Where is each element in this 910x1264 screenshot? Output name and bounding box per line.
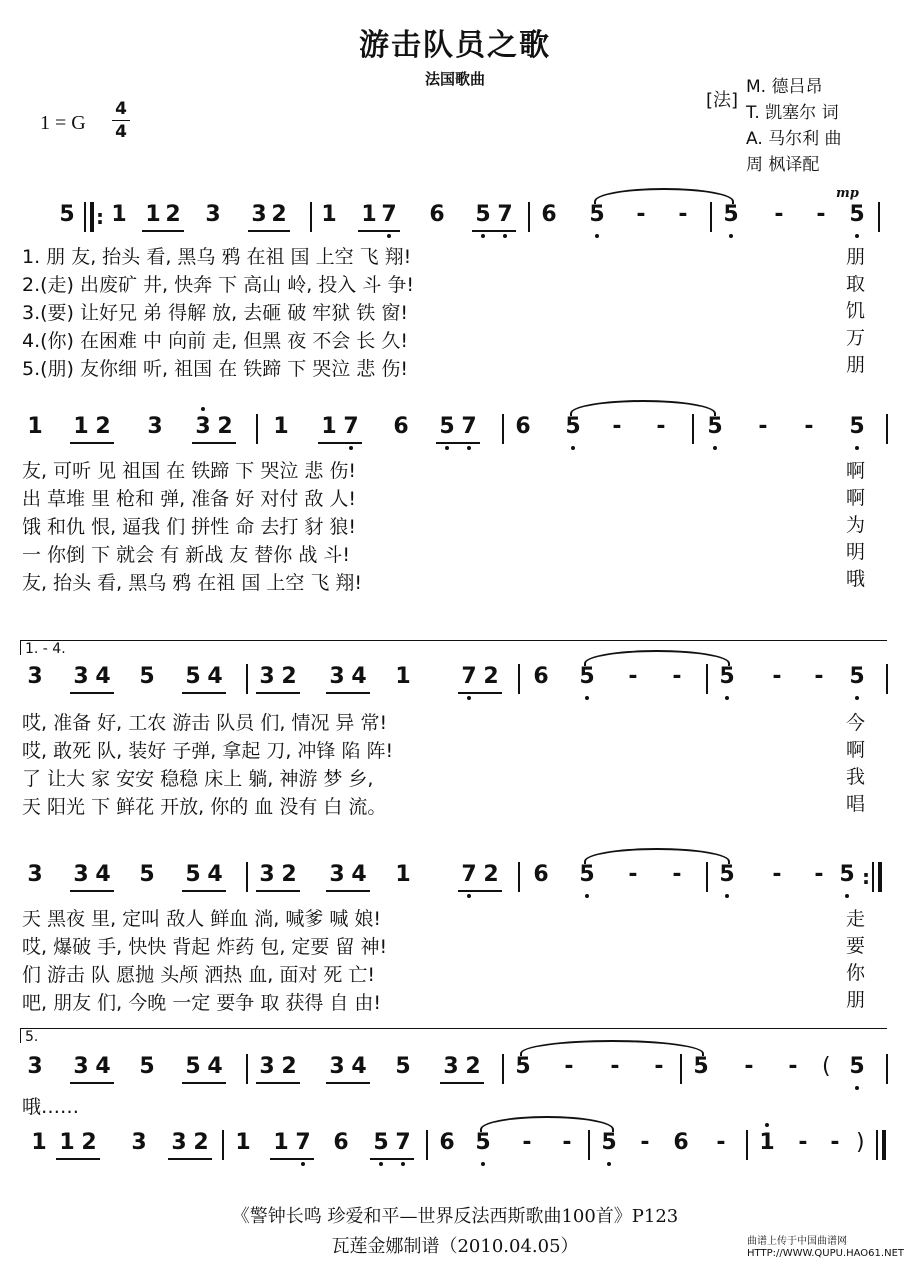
- note: 3: [205, 202, 221, 227]
- lyric-end-column-3: [846, 710, 865, 818]
- note: 5: [472, 1130, 494, 1156]
- underline: [56, 1158, 100, 1160]
- underline: [182, 692, 226, 694]
- note: 7: [494, 202, 516, 228]
- dynamic-marking: mp: [836, 186, 859, 201]
- underline: [70, 442, 114, 444]
- time-signature-bottom: 4: [115, 122, 127, 142]
- lyric-end: 万: [846, 327, 866, 349]
- note: 1: [395, 862, 411, 887]
- barline: [528, 202, 530, 232]
- lyric-line: 们 游击 队 愿抛 头颅 洒热 血, 面对 死 亡!: [22, 964, 376, 986]
- barline: [310, 202, 312, 232]
- underline: [270, 1158, 314, 1160]
- barline: [692, 414, 694, 444]
- note: 4: [351, 862, 367, 887]
- lyric-line: 哦……: [22, 1096, 80, 1118]
- barline: [886, 414, 888, 444]
- underline: [142, 230, 184, 232]
- note: 2: [217, 414, 233, 439]
- note: 5: [515, 1054, 531, 1079]
- note: 3: [192, 414, 214, 440]
- credits-block: [746, 74, 842, 178]
- barline: [746, 1130, 748, 1160]
- watermark-line: 曲谱上传于中国曲谱网: [747, 1236, 848, 1247]
- note: 5: [185, 1054, 201, 1079]
- note: 6: [515, 414, 531, 439]
- dash: -: [628, 664, 638, 689]
- underline: [70, 1082, 114, 1084]
- note: 6: [673, 1130, 689, 1155]
- note: 1: [273, 1130, 289, 1155]
- note: 5: [139, 862, 155, 887]
- barline: [886, 664, 888, 694]
- note: 2: [281, 1054, 297, 1079]
- dash: -: [816, 202, 826, 227]
- credit-line: T. 凯塞尔 词: [746, 103, 839, 123]
- barline: [246, 862, 248, 892]
- maker-note: 瓦莲金娜制谱（2010.04.05）: [331, 1236, 579, 1257]
- note: 5: [693, 1054, 709, 1079]
- lyric-end: 啊: [846, 487, 866, 509]
- lyric-line: 出 草堆 里 枪和 弹, 准备 好 对付 敌 人!: [22, 488, 357, 510]
- lyric-end: 要: [846, 935, 866, 957]
- note: 7: [392, 1130, 414, 1156]
- barline: [706, 664, 708, 694]
- note: 1: [395, 664, 411, 689]
- note: 2: [281, 862, 297, 887]
- note: 1: [111, 202, 127, 227]
- dash: -: [772, 664, 782, 689]
- lyric-end: 朋: [846, 989, 866, 1011]
- barline: [872, 862, 874, 892]
- note: 5: [472, 202, 494, 228]
- barline: [706, 862, 708, 892]
- lyric-end: 啊: [846, 739, 866, 761]
- score-row-5: [0, 1054, 910, 1094]
- barline: [426, 1130, 428, 1160]
- score-row-3: [0, 664, 910, 704]
- dash: -: [640, 1130, 650, 1155]
- lyric-line: 哎, 敢死 队, 装好 子弹, 拿起 刀, 冲锋 陷 阵!: [22, 740, 394, 762]
- underline: [70, 890, 114, 892]
- lyric-end: 今: [846, 712, 866, 734]
- note: 1: [321, 202, 337, 227]
- tie: [480, 1116, 614, 1132]
- note: 5: [576, 862, 598, 888]
- underline: [192, 442, 236, 444]
- dash: -: [656, 414, 666, 439]
- note: 3: [73, 1054, 89, 1079]
- barline: [256, 414, 258, 444]
- note: 3: [329, 862, 345, 887]
- lyric-end: 朋: [846, 246, 866, 268]
- lyric-end: 取: [846, 273, 866, 295]
- underline: [256, 890, 300, 892]
- credit-country: [法]: [706, 90, 739, 111]
- lyric-end: 饥: [846, 300, 866, 322]
- score-row-6: [0, 1130, 910, 1170]
- note: 3: [259, 1054, 275, 1079]
- open-paren: (: [822, 1054, 831, 1079]
- note: 2: [465, 1054, 481, 1079]
- lyric-end: 朋: [846, 354, 866, 376]
- dash: -: [772, 862, 782, 887]
- underline: [70, 692, 114, 694]
- volta-bracket-1-4: [20, 640, 887, 655]
- note: 5: [720, 202, 742, 228]
- barline: [680, 1054, 682, 1084]
- note: 1: [59, 1130, 75, 1155]
- note: 2: [271, 202, 287, 227]
- repeat-dots: :: [862, 865, 870, 889]
- final-barline: [882, 1130, 886, 1160]
- note: 5: [139, 1054, 155, 1079]
- note: 3: [251, 202, 267, 227]
- key-signature: 1 = G: [40, 112, 86, 134]
- note: 7: [378, 202, 400, 228]
- tie: [570, 400, 716, 416]
- note: 7: [340, 414, 362, 440]
- note: 4: [207, 862, 223, 887]
- note: 3: [259, 862, 275, 887]
- note: 5: [185, 664, 201, 689]
- underline: [472, 230, 516, 232]
- underline: [358, 230, 400, 232]
- lyric-end: 明: [846, 541, 866, 563]
- tie: [584, 848, 730, 864]
- note: 1: [361, 202, 377, 227]
- lyric-line: 天 黑夜 里, 定叫 敌人 鲜血 淌, 喊爹 喊 娘!: [22, 908, 382, 930]
- barline: [518, 664, 520, 694]
- dash: -: [636, 202, 646, 227]
- dash: -: [610, 1054, 620, 1079]
- lyric-line: 友, 可听 见 祖国 在 铁蹄 下 哭泣 悲 伤!: [22, 460, 357, 482]
- note: 5: [576, 664, 598, 690]
- note: 6: [393, 414, 409, 439]
- note: 2: [281, 664, 297, 689]
- note: 5: [846, 414, 868, 440]
- note: 7: [458, 664, 480, 690]
- underline: [436, 442, 480, 444]
- score-row-2: [0, 414, 910, 454]
- note: 4: [351, 664, 367, 689]
- note: 4: [207, 664, 223, 689]
- lyric-end-column-2: [846, 458, 865, 593]
- note: 3: [171, 1130, 187, 1155]
- dash: -: [672, 862, 682, 887]
- dash: -: [628, 862, 638, 887]
- note: 3: [73, 664, 89, 689]
- note: 3: [443, 1054, 459, 1079]
- note: 5: [846, 202, 868, 228]
- barline: [710, 202, 712, 232]
- dash: -: [678, 202, 688, 227]
- page-title: 游击队员之歌: [359, 28, 551, 63]
- note: 7: [458, 862, 480, 888]
- lyric-end: 哦: [846, 568, 866, 590]
- underline: [326, 890, 370, 892]
- lyric-line: 3.(要) 让好兄 弟 得解 放, 去砸 破 牢狱 铁 窗!: [22, 302, 408, 324]
- dash: -: [804, 414, 814, 439]
- volta-label: 1. - 4.: [25, 641, 66, 657]
- note: 6: [429, 202, 445, 227]
- note: 4: [351, 1054, 367, 1079]
- lyric-line: 一 你倒 下 就会 有 新战 友 替你 战 斗!: [22, 544, 350, 566]
- lyric-end: 你: [846, 962, 866, 984]
- subtitle: 法国歌曲: [424, 70, 485, 88]
- note: 1: [235, 1130, 251, 1155]
- note: 3: [27, 862, 43, 887]
- note: 4: [95, 1054, 111, 1079]
- note: 1: [145, 202, 161, 227]
- dash: -: [744, 1054, 754, 1079]
- volta-bracket-5: [20, 1028, 887, 1043]
- dash: -: [612, 414, 622, 439]
- lyric-end: 啊: [846, 460, 866, 482]
- note: 5: [598, 1130, 620, 1156]
- note: 7: [458, 414, 480, 440]
- underline: [458, 890, 502, 892]
- barline: [246, 1054, 248, 1084]
- note: 6: [533, 862, 549, 887]
- lyric-line: 哎, 爆破 手, 快快 背起 炸药 包, 定要 留 神!: [22, 936, 388, 958]
- note: 3: [329, 664, 345, 689]
- underline: [458, 692, 502, 694]
- lyric-end: 为: [846, 514, 866, 536]
- score-row-4: [0, 862, 910, 902]
- note: 5: [716, 862, 738, 888]
- lyric-end: 我: [846, 766, 866, 788]
- note: 6: [439, 1130, 455, 1155]
- barline: [502, 414, 504, 444]
- underline: [370, 1158, 414, 1160]
- note: 5: [562, 414, 584, 440]
- note: 5: [716, 664, 738, 690]
- note: 5: [704, 414, 726, 440]
- barline: [886, 1054, 888, 1084]
- underline: [168, 1158, 212, 1160]
- underline: [182, 1082, 226, 1084]
- dash: -: [758, 414, 768, 439]
- barline: [222, 1130, 224, 1160]
- note: 3: [27, 1054, 43, 1079]
- lyric-line: 2.(走) 出废矿 井, 快奔 下 高山 岭, 投入 斗 争!: [22, 274, 415, 296]
- note: 1: [756, 1130, 778, 1156]
- note: 3: [27, 664, 43, 689]
- barline: [246, 664, 248, 694]
- barline: [588, 1130, 590, 1160]
- lyric-end: 唱: [846, 793, 866, 815]
- barline: [876, 1130, 878, 1160]
- dash: -: [814, 862, 824, 887]
- underline: [326, 1082, 370, 1084]
- note: 6: [333, 1130, 349, 1155]
- note: 5: [370, 1130, 392, 1156]
- note: 3: [73, 862, 89, 887]
- time-signature: [110, 98, 132, 143]
- note: 2: [193, 1130, 209, 1155]
- source-note: 《警钟长鸣 珍爱和平—世界反法西斯歌曲100首》P123: [231, 1206, 679, 1227]
- underline: [326, 692, 370, 694]
- note: 4: [95, 862, 111, 887]
- dash: -: [798, 1130, 808, 1155]
- note: 5: [586, 202, 608, 228]
- note: 1: [27, 414, 43, 439]
- lyric-line: 4.(你) 在困难 中 向前 走, 但黑 夜 不会 长 久!: [22, 330, 408, 352]
- note: 2: [483, 862, 499, 887]
- note: 5: [395, 1054, 411, 1079]
- note: 1: [31, 1130, 47, 1155]
- dash: -: [814, 664, 824, 689]
- note: 2: [165, 202, 181, 227]
- lyric-line: 5.(朋) 友你细 听, 祖国 在 铁蹄 下 哭泣 悲 伤!: [22, 358, 408, 380]
- note: 5: [436, 414, 458, 440]
- lyric-line: 了 让大 家 安安 稳稳 床上 躺, 神游 梦 乡,: [22, 768, 374, 790]
- repeat-barline: [90, 202, 94, 232]
- lyric-end: 走: [846, 908, 866, 930]
- dash: -: [562, 1130, 572, 1155]
- underline: [440, 1082, 484, 1084]
- lyric-line: 天 阳光 下 鲜花 开放, 你的 血 没有 白 流。: [22, 796, 387, 818]
- note: 2: [95, 414, 111, 439]
- note: 5: [139, 664, 155, 689]
- note: 1: [73, 414, 89, 439]
- dash: -: [830, 1130, 840, 1155]
- dash: -: [564, 1054, 574, 1079]
- credit-line: M. 德吕昂: [746, 77, 823, 97]
- dash: -: [716, 1130, 726, 1155]
- dash: -: [788, 1054, 798, 1079]
- dash: -: [672, 664, 682, 689]
- underline: [318, 442, 362, 444]
- note: 5: [846, 664, 868, 690]
- lyric-end-column-1: [846, 244, 865, 379]
- note: 3: [147, 414, 163, 439]
- lyric-line: 哎, 准备 好, 工农 游击 队员 们, 情况 异 常!: [22, 712, 388, 734]
- dash: -: [654, 1054, 664, 1079]
- repeat-end-barline: [878, 862, 882, 892]
- repeat-dots: :: [96, 205, 104, 229]
- note: 2: [483, 664, 499, 689]
- lyric-line: 吧, 朋友 们, 今晚 一定 要争 取 获得 自 由!: [22, 992, 382, 1014]
- note: 3: [259, 664, 275, 689]
- lyric-line: 1. 朋 友, 抬头 看, 黑乌 鸦 在祖 国 上空 飞 翔!: [22, 246, 412, 268]
- lyric-line: 饿 和仇 恨, 逼我 们 拼性 命 去打 豺 狼!: [22, 516, 357, 538]
- time-signature-top: 4: [115, 99, 127, 119]
- note: 2: [81, 1130, 97, 1155]
- watermark: [747, 1236, 904, 1260]
- barline: [878, 202, 880, 232]
- note: 3: [131, 1130, 147, 1155]
- note: 6: [541, 202, 557, 227]
- note: 5: [846, 1054, 868, 1080]
- note: 5: [836, 862, 858, 888]
- lyric-end-column-4: [846, 906, 865, 1014]
- credit-line: 周 枫译配: [746, 155, 820, 175]
- note: 5: [185, 862, 201, 887]
- close-paren: ): [856, 1130, 865, 1155]
- underline: [256, 1082, 300, 1084]
- volta-label: 5.: [25, 1029, 39, 1045]
- barline: [84, 202, 86, 232]
- tie: [594, 188, 734, 204]
- note: 6: [533, 664, 549, 689]
- watermark-line: HTTP://WWW.QUPU.HAO61.NET: [747, 1248, 904, 1259]
- lyric-line: 友, 抬头 看, 黑乌 鸦 在祖 国 上空 飞 翔!: [22, 572, 363, 594]
- note: 4: [207, 1054, 223, 1079]
- barline: [502, 1054, 504, 1084]
- note: 1: [321, 414, 337, 439]
- dash: -: [774, 202, 784, 227]
- note: 4: [95, 664, 111, 689]
- underline: [182, 890, 226, 892]
- underline: [248, 230, 290, 232]
- note: 1: [273, 414, 289, 439]
- credit-line: A. 马尔利 曲: [746, 129, 842, 149]
- note: 5: [59, 202, 75, 227]
- score-row-1: [0, 202, 910, 242]
- underline: [256, 692, 300, 694]
- barline: [518, 862, 520, 892]
- dash: -: [522, 1130, 532, 1155]
- note: 7: [292, 1130, 314, 1156]
- note: 3: [329, 1054, 345, 1079]
